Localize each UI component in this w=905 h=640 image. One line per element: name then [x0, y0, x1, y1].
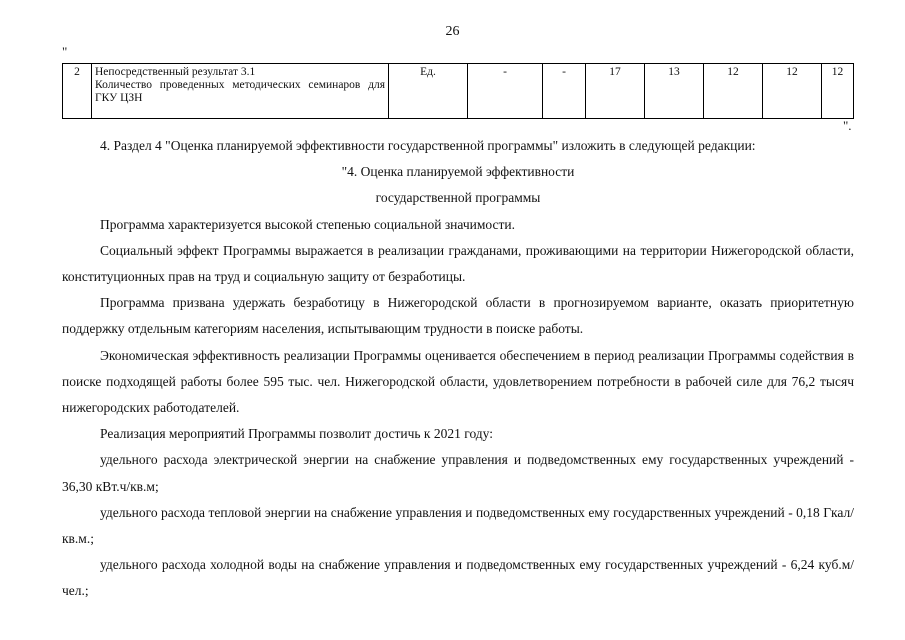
- paragraph: Программа призвана удержать безработицу в Нижегородской области в прогнозируемом варианте, оказать приоритетную поддержку отдельным категориям населения, испытывающим трудности в поиске работы.: [62, 295, 854, 337]
- description-line2: Количество проведенных методических семинаров для ГКУ ЦЗН: [95, 79, 385, 104]
- page-number: 26: [445, 24, 460, 39]
- paragraph: удельного расхода электрической энергии на снабжение управления и подведомственных ему государственных учреждений - 36,30 кВт.ч/кв.м;: [62, 452, 854, 494]
- document-body: [62, 133, 854, 605]
- paragraph: Социальный эффект Программы выражается в реализации гражданами, проживающими на территории Нижегородской области, конституционных прав на труд и социальную защиту от безработицы.: [62, 242, 854, 285]
- paragraph: Экономическая эффективность реализации Программы оценивается обеспечением в период реализации Программы содействия в поиске подходящей работы более 595 тыс. чел. Нижегородской области, удовлетворением потребности в рабочей силе для 76,2 тысяч нижегородских работодателей.: [62, 347, 854, 416]
- value-cell: 17: [586, 64, 645, 119]
- value-cell: 12: [704, 64, 763, 119]
- value-cell: 12: [822, 64, 854, 119]
- value-cell: -: [543, 64, 586, 119]
- paragraph: Программа характеризуется высокой степенью социальной значимости.: [100, 216, 515, 232]
- section-amendment-paragraph: 4. Раздел 4 "Оценка планируемой эффективности государственной программы" изложить в следующей редакции:: [100, 138, 756, 153]
- opening-quote: ": [62, 44, 68, 59]
- paragraph: Реализация мероприятий Программы позволит достичь к 2021 году:: [100, 426, 493, 442]
- row-number: 2: [63, 64, 92, 119]
- table-row: [63, 64, 854, 119]
- section-heading-line1: "4. Оценка планируемой эффективности: [341, 164, 575, 180]
- section-heading-line2: государственной программы: [375, 190, 541, 206]
- value-cell: -: [468, 64, 543, 119]
- value-cell: 12: [763, 64, 822, 119]
- paragraph: удельного расхода холодной воды на снабжение управления и подведомственных ему государственных учреждений - 6,24 куб.м/чел.;: [62, 557, 854, 599]
- results-table: [62, 63, 854, 119]
- paragraph: удельного расхода тепловой энергии на снабжение управления и подведомственных ему государственных учреждений - 0,18 Гкал/кв.м.;: [62, 504, 854, 547]
- row-description: [92, 64, 389, 119]
- value-cell: 13: [645, 64, 704, 119]
- closing-quote: ".: [843, 118, 852, 133]
- description-line1: Непосредственный результат 3.1: [95, 66, 256, 78]
- unit-cell: Ед.: [389, 64, 468, 119]
